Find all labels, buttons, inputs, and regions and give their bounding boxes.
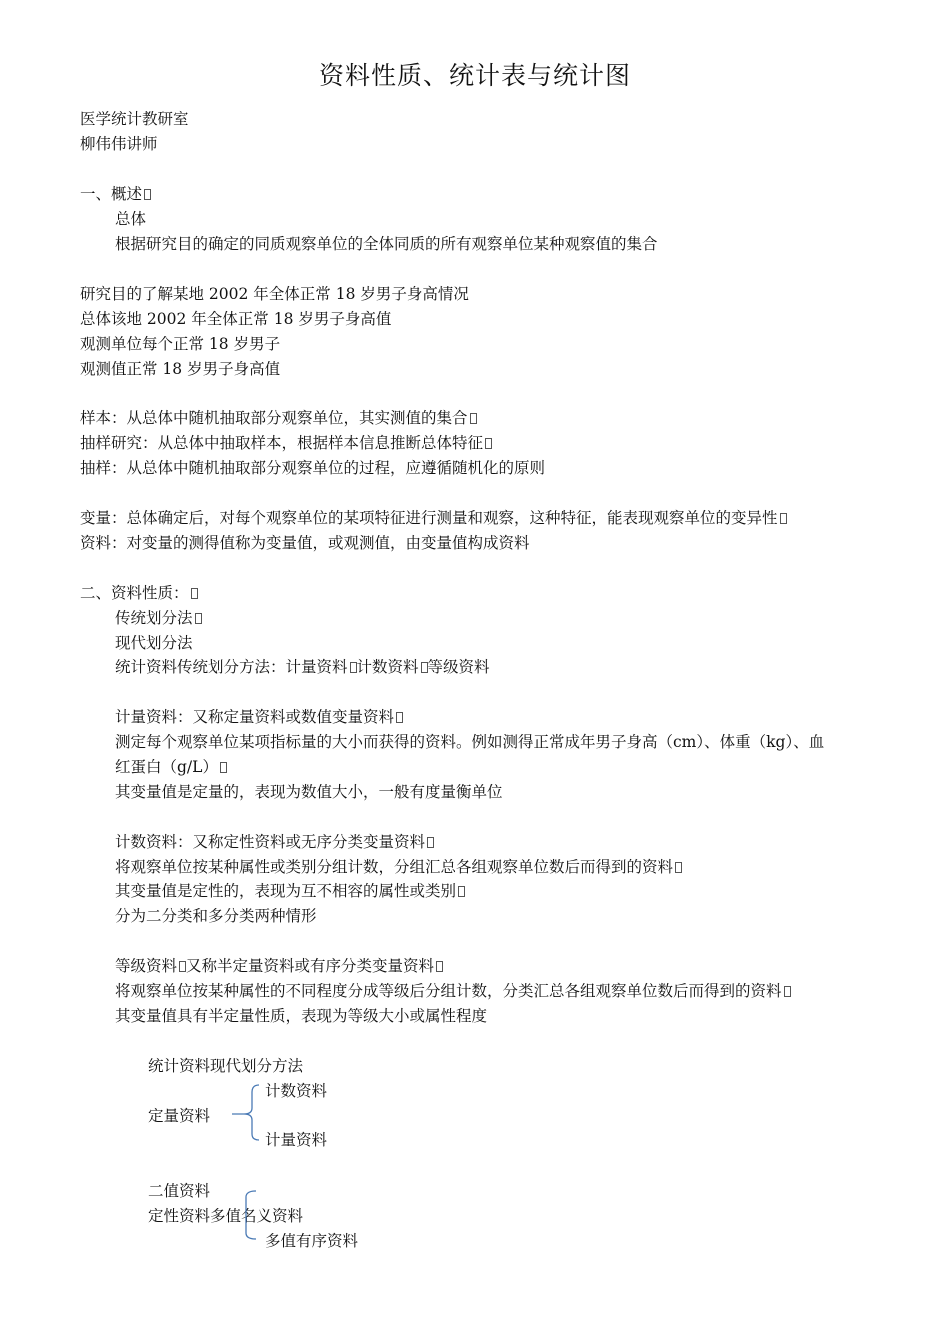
tree-node-ordinal: 多值有序资料 [265, 1232, 359, 1250]
measurement-desc [115, 757, 227, 777]
population-definition: 根据研究目的确定的同质观察单位的全体同质的所有观察单位某种观察值的集合 [115, 235, 658, 253]
missing-glyph [485, 438, 492, 449]
department: 医学统计教研室 [80, 110, 189, 128]
modern-method: 现代划分法 [115, 634, 193, 652]
tree-node-quantitative: 定量资料 [148, 1107, 211, 1125]
sample-text: 样本：从总体中随机抽取部分观察单位，其实测值的集合 [80, 409, 468, 427]
missing-glyph [191, 588, 198, 599]
section-1-heading [80, 184, 151, 204]
example-line: 总体该地 2002 年全体正常 18 岁男子身高值 [80, 310, 392, 328]
missing-glyph [458, 886, 465, 897]
count-desc: 分为二分类和多分类两种情形 [115, 907, 317, 925]
population-term: 总体 [115, 210, 147, 228]
section-2-heading-text: 二、资料性质： [80, 584, 189, 602]
measurement-desc-text: 红蛋白（g/L） [115, 758, 218, 776]
ordinal-desc [115, 981, 791, 1001]
brace-quantitative [228, 1082, 262, 1142]
missing-glyph [421, 662, 428, 673]
sampling-study-text: 抽样研究：从总体中抽取样本，根据样本信息推断总体特征 [80, 434, 484, 452]
missing-glyph [427, 837, 434, 848]
trad-method-measurement: 统计资料传统划分方法：计量资料 [115, 658, 348, 676]
missing-glyph [220, 762, 227, 773]
author: 柳伟伟讲师 [80, 135, 158, 153]
missing-glyph [780, 513, 787, 524]
sampling-definition: 抽样：从总体中随机抽取部分观察单位的过程，应遵循随机化的原则 [80, 459, 546, 477]
missing-glyph [179, 961, 186, 972]
section-1-heading-text: 一、概述 [80, 185, 143, 203]
tree-node-measurement: 计量资料 [265, 1131, 328, 1149]
ordinal-desc: 其变量值具有半定量性质，表现为等级大小或属性程度 [115, 1007, 488, 1025]
example-line: 观测值正常 18 岁男子身高值 [80, 360, 281, 378]
missing-glyph [195, 613, 202, 624]
count-desc-text: 将观察单位按某种属性或类别分组计数，分组汇总各组观察单位数后而得到的资料 [115, 858, 674, 876]
trad-method-count: 计数资料 [356, 658, 419, 676]
traditional-method [115, 608, 202, 628]
data-definition: 资料：对变量的测得值称为变量值，或观测值，由变量值构成资料 [80, 534, 530, 552]
brace-qualitative [236, 1189, 262, 1241]
variable-definition [80, 508, 787, 528]
missing-glyph [144, 189, 151, 200]
missing-glyph [675, 862, 682, 873]
page-title: 资料性质、统计表与统计图 [318, 61, 631, 90]
traditional-methods-list [115, 657, 490, 677]
missing-glyph [396, 712, 403, 723]
ordinal-title-b: 又称半定量资料或有序分类变量资料 [186, 957, 435, 975]
tree-node-count: 计数资料 [265, 1082, 328, 1100]
measurement-desc: 测定每个观察单位某项指标量的大小而获得的资料。例如测得正常成年男子身高（cm）、体重（kg）、血 [115, 733, 825, 751]
missing-glyph [436, 961, 443, 972]
trad-method-ordinal: 等级资料 [427, 658, 490, 676]
ordinal-data-title [115, 956, 443, 976]
missing-glyph [350, 662, 357, 673]
count-data-title [115, 832, 434, 852]
missing-glyph [470, 413, 477, 424]
variable-text: 变量：总体确定后，对每个观察单位的某项特征进行测量和观察，这种特征，能表现观察单位的变异性 [80, 509, 778, 527]
tree-node-binary: 二值资料 [148, 1182, 211, 1200]
count-desc [115, 881, 465, 901]
sample-definition [80, 408, 477, 428]
example-line: 观测单位每个正常 18 岁男子 [80, 335, 281, 353]
missing-glyph [784, 986, 791, 997]
traditional-method-text: 传统划分法 [115, 609, 193, 627]
example-line: 研究目的了解某地 2002 年全体正常 18 岁男子身高情况 [80, 285, 469, 303]
count-desc [115, 857, 682, 877]
count-desc-text: 其变量值是定性的，表现为互不相容的属性或类别 [115, 882, 457, 900]
measurement-data-title [115, 707, 403, 727]
measurement-desc: 其变量值是定量的，表现为数值大小，一般有度量衡单位 [115, 783, 503, 801]
measurement-title-text: 计量资料：又称定量资料或数值变量资料 [115, 708, 395, 726]
ordinal-title-a: 等级资料 [115, 957, 178, 975]
brace-path [232, 1085, 259, 1140]
count-title-text: 计数资料：又称定性资料或无序分类变量资料 [115, 833, 426, 851]
sampling-study-definition [80, 433, 492, 453]
section-2-heading [80, 583, 198, 603]
ordinal-desc-text: 将观察单位按某种属性的不同程度分成等级后分组计数，分类汇总各组观察单位数后而得到的资料 [115, 982, 782, 1000]
brace-path [246, 1191, 256, 1239]
tree-node-qualitative-nominal: 定性资料多值名义资料 [148, 1207, 304, 1225]
modern-tree-heading: 统计资料现代划分方法 [148, 1057, 304, 1075]
